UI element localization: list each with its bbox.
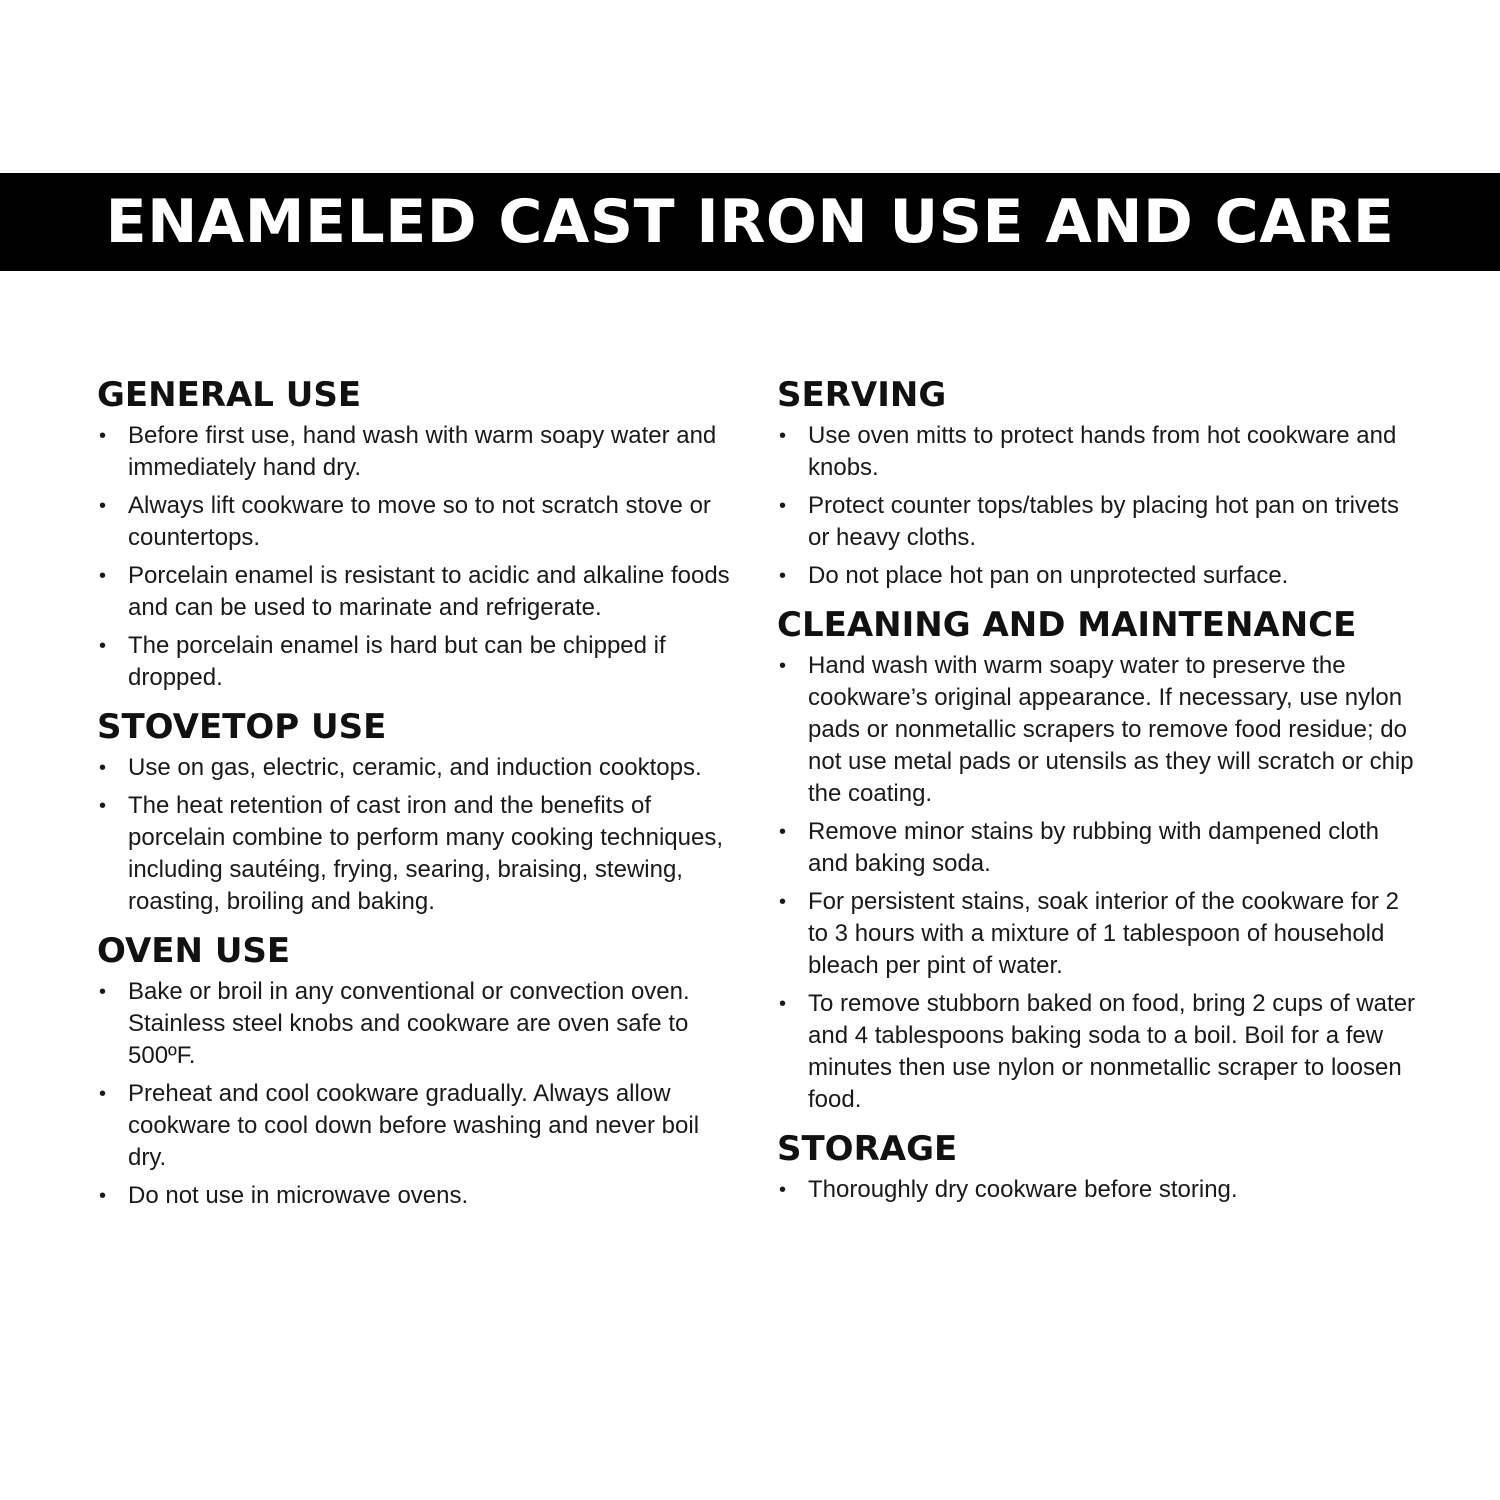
bullet-icon: • (99, 1083, 107, 1105)
list-item-text: Hand wash with warm soapy water to preserve the cookware’s original appearance. If necessary, use nylon pads or nonmetallic scrapers to remove food residue; do not use metal pads or utensils as they will scratch or chip the coating. (808, 652, 1414, 807)
bullet-icon: • (779, 1179, 787, 1201)
bullet-icon: • (99, 981, 107, 1003)
list-item (777, 420, 1417, 484)
list-item (777, 490, 1417, 554)
section-general-use (97, 374, 737, 694)
bullet-icon: • (779, 565, 787, 587)
bullet-icon: • (99, 565, 107, 587)
bullet-icon: • (99, 495, 107, 517)
bullet-list (777, 1174, 1417, 1206)
list-item (777, 650, 1417, 810)
list-item-text: Do not use in microwave ovens. (128, 1182, 469, 1209)
bullet-icon: • (779, 993, 787, 1015)
section-oven-use (97, 930, 737, 1212)
list-item-text: Thoroughly dry cookware before storing. (808, 1176, 1238, 1203)
list-item (97, 630, 737, 694)
list-item (97, 752, 737, 784)
bullet-icon: • (99, 425, 107, 447)
list-item (777, 1174, 1417, 1206)
right-column (777, 374, 1417, 1218)
bullet-icon: • (779, 495, 787, 517)
list-item (97, 790, 737, 918)
page-title: ENAMELED CAST IRON USE AND CARE (105, 187, 1395, 257)
bullet-icon: • (99, 1185, 107, 1207)
section-storage (777, 1128, 1417, 1206)
bullet-list (777, 420, 1417, 592)
list-item-text: Porcelain enamel is resistant to acidic and alkaline foods and can be used to marinate and refrigerate. (128, 562, 730, 621)
list-item-text: To remove stubborn baked on food, bring 2 cups of water and 4 tablespoons baking soda to a boil. Boil for a few minutes then use nylon or nonmetallic scraper to loosen food. (808, 990, 1416, 1113)
bullet-icon: • (99, 795, 107, 817)
list-item-text: Remove minor stains by rubbing with dampened cloth and baking soda. (808, 818, 1379, 877)
section-heading: GENERAL USE (97, 375, 362, 415)
list-item-text: Preheat and cool cookware gradually. Always allow cookware to cool down before washing and never boil dry. (128, 1080, 700, 1171)
bullet-list (97, 976, 737, 1212)
list-item-text: Do not place hot pan on unprotected surface. (808, 562, 1289, 589)
list-item-text: The heat retention of cast iron and the benefits of porcelain combine to perform many cooking techniques, including sautéing, frying, searing, braising, stewing, roasting, broiling and baking. (128, 792, 723, 915)
bullet-icon: • (779, 425, 787, 447)
bullet-list (97, 420, 737, 694)
list-item (97, 1180, 737, 1212)
section-stovetop-use (97, 706, 737, 918)
section-serving (777, 374, 1417, 592)
list-item-text: Use oven mitts to protect hands from hot cookware and knobs. (808, 422, 1397, 481)
section-heading: STORAGE (777, 1129, 958, 1169)
list-item (777, 886, 1417, 982)
list-item-text: Bake or broil in any conventional or convection oven. Stainless steel knobs and cookware are oven safe to 500ºF. (128, 978, 690, 1069)
list-item (97, 976, 737, 1072)
list-item-text: For persistent stains, soak interior of the cookware for 2 to 3 hours with a mixture of 1 tablespoon of household bleach per pint of water. (808, 888, 1399, 979)
bullet-icon: • (779, 891, 787, 913)
section-heading: SERVING (777, 375, 947, 415)
list-item-text: Use on gas, electric, ceramic, and induction cooktops. (128, 754, 702, 781)
list-item (97, 420, 737, 484)
list-item (97, 560, 737, 624)
list-item-text: Protect counter tops/tables by placing hot pan on trivets or heavy cloths. (808, 492, 1400, 551)
bullet-list (97, 752, 737, 918)
section-cleaning-and-maintenance (777, 604, 1417, 1116)
bullet-icon: • (779, 821, 787, 843)
list-item-text: The porcelain enamel is hard but can be chipped if dropped. (128, 632, 666, 691)
list-item (777, 560, 1417, 592)
section-heading: OVEN USE (97, 931, 291, 971)
bullet-list (777, 650, 1417, 1116)
title-banner (0, 173, 1500, 271)
left-column (97, 374, 737, 1224)
bullet-icon: • (99, 635, 107, 657)
section-heading: CLEANING AND MAINTENANCE (777, 605, 1357, 645)
list-item-text: Always lift cookware to move so to not scratch stove or countertops. (128, 492, 711, 551)
list-item (777, 816, 1417, 880)
list-item-text: Before first use, hand wash with warm soapy water and immediately hand dry. (128, 422, 717, 481)
section-heading: STOVETOP USE (97, 707, 387, 747)
bullet-icon: • (779, 655, 787, 677)
list-item (97, 1078, 737, 1174)
bullet-icon: • (99, 757, 107, 779)
list-item (777, 988, 1417, 1116)
list-item (97, 490, 737, 554)
